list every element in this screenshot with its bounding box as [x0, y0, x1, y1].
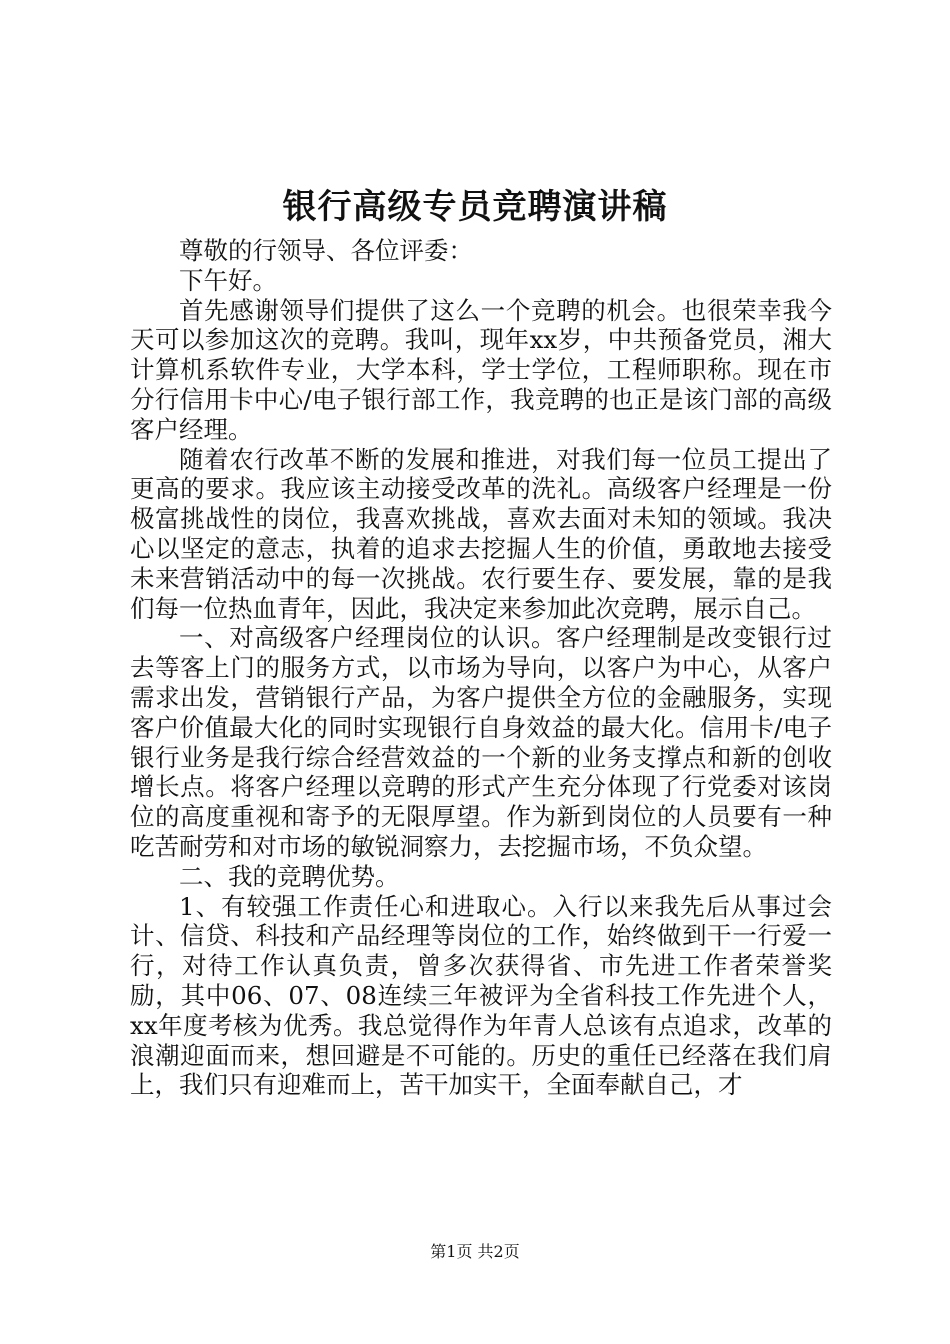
section-two-point-one: 1、有较强工作责任心和进取心。入行以来我先后从事过会计、信贷、科技和产品经理等岗位的工作，始终做到干一行爱一行，对待工作认真负责，曾多次获得省、市先进工作者荣誉奖励，其中06、07、08连续三年被评为全省科技工作先进个人，xx年度考核为优秀。我总觉得作为年青人总该有点追求，改革的浪潮迎面而来，想回避是不可能的。历史的重任已经落在我们肩上，我们只有迎难而上，苦干加实干，全面奉献自己，才: [130, 891, 832, 1100]
page-footer: 第1页 共2页: [430, 1242, 520, 1261]
greeting: 下午好。: [179, 265, 277, 295]
paragraph-reform: 随着农行改革不断的发展和推进，对我们每一位员工提出了更高的要求。我应该主动接受改革的洗礼。高级客户经理是一份极富挑战性的岗位，我喜欢挑战，喜欢去面对未知的领域。我决心以坚定的意志，执着的追求去挖掘人生的价值，勇敢地去接受未来营销活动中的每一次挑战。农行要生存、要发展，靠的是我们每一位热血青年，因此，我决定来参加此次竞聘，展示自己。: [130, 444, 832, 623]
document-title: 银行高级专员竞聘演讲稿: [282, 187, 668, 227]
section-one: 一、对高级客户经理岗位的认识。客户经理制是改变银行过去等客上门的服务方式，以市场为导向，以客户为中心，从客户需求出发，营销银行产品，为客户提供全方位的金融服务，实现客户价值最大化的同时实现银行自身效益的最大化。信用卡/电子银行业务是我行综合经营效益的一个新的业务支撑点和新的创收增长点。将客户经理以竞聘的形式产生充分体现了行党委对该岗位的高度重视和寄予的无限厚望。作为新到岗位的人员要有一种吃苦耐劳和对市场的敏锐洞察力，去挖掘市场，不负众望。: [130, 623, 832, 861]
paragraph-intro: 首先感谢领导们提供了这么一个竞聘的机会。也很荣幸我今天可以参加这次的竞聘。我叫，现年xx岁，中共预备党员，湘大计算机系软件专业，大学本科，学士学位，工程师职称。现在市分行信用卡中心/电子银行部工作，我竞聘的也正是该门部的高级客户经理。: [130, 295, 832, 444]
salutation: 尊敬的行领导、各位评委：: [179, 236, 473, 265]
document-body: [130, 236, 832, 1100]
section-two-heading: 二、我的竞聘优势。: [179, 861, 400, 891]
